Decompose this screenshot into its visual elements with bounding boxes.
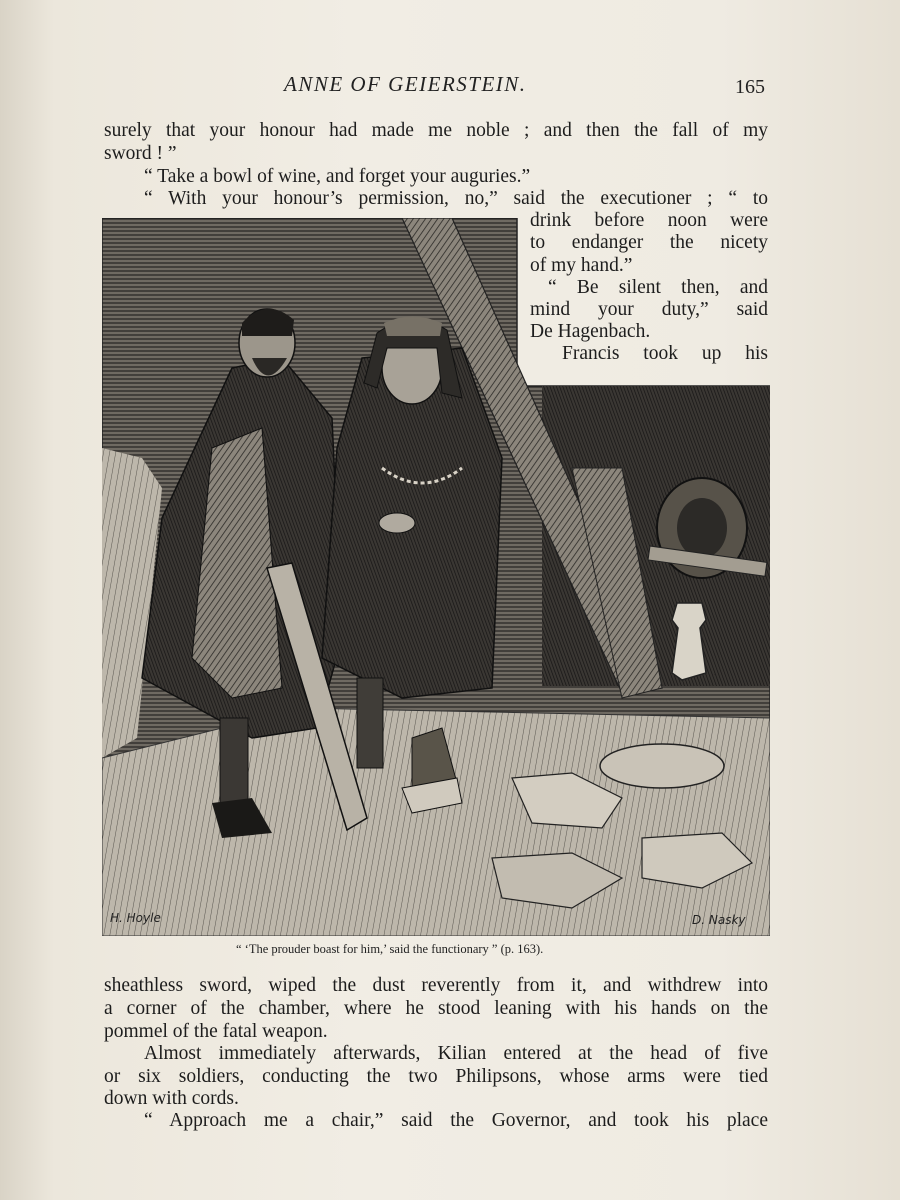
text-line: or six soldiers, conducting the two Philipsons, whose arms were tied [104,1066,768,1087]
text-line: “ With your honour’s permission, no,” said the executioner ; “ to [144,188,768,209]
text-line: sheathless sword, wiped the dust reverently from it, and withdrew into [104,975,768,996]
artist-signature-left: H. Hoyle [110,911,161,925]
running-title: ANNE OF GEIERSTEIN. [284,72,527,96]
text-line: Francis took up his [562,343,768,364]
artist-signature-right: D. Nasky [692,913,746,927]
text-line: pommel of the fatal weapon. [104,1021,328,1042]
text-line: “ Approach me a chair,” said the Governor, and took his place [144,1110,768,1131]
text-line: De Hagenbach. [530,321,651,342]
text-line: mind your duty,” said [530,299,768,320]
text-line: Almost immediately afterwards, Kilian entered at the head of five [144,1043,768,1064]
text-line: down with cords. [104,1088,239,1109]
page-number: 165 [735,76,765,98]
text-line: “ Take a bowl of wine, and forget your auguries.” [144,166,531,187]
text-line: sword ! ” [104,143,177,164]
text-line: “ Be silent then, and [548,277,768,298]
text-line: a corner of the chamber, where he stood leaning with his hands on the [104,998,768,1019]
text-line: to endanger the nicety [530,232,768,253]
text-line: of my hand.” [530,255,633,276]
text-line: surely that your honour had made me noble ; and then the fall of my [104,120,768,141]
text-line: drink before noon were [530,210,768,231]
engraving-illustration [102,218,770,936]
illustration-caption: “ ‘The prouder boast for him,’ said the functionary ” (p. 163). [236,942,544,956]
